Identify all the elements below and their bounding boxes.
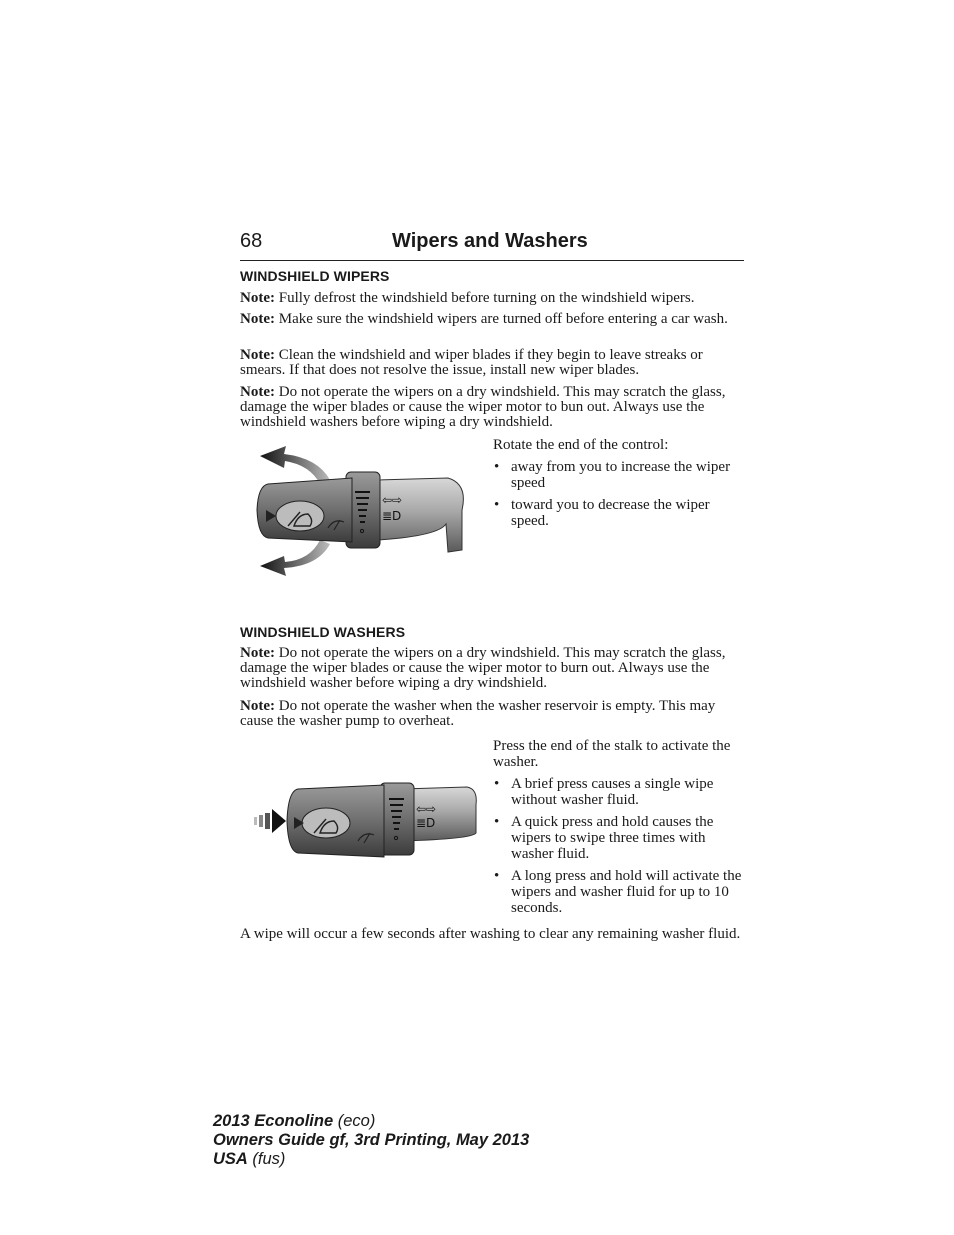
wiper-stalk-rotate-illustration	[248, 440, 474, 580]
wiper-stalk-press-illustration	[252, 775, 480, 867]
rotate-away-arrow-icon	[260, 446, 330, 484]
list-item: • A long press and hold will activate the wipers and washer fluid for up to 10 seconds.	[494, 868, 742, 916]
wipers-heading: WINDSHIELD WIPERS	[240, 268, 390, 284]
washers-closing: A wipe will occur a few seconds after washing to clear any remaining washer fluid.	[240, 926, 741, 942]
list-item: • away from you to increase the wiper speed	[494, 459, 731, 491]
list-item: • A brief press causes a single wipe without washer fluid.	[494, 776, 714, 808]
washers-note-2: Note: Do not operate the washer when the washer reservoir is empty. This may cause the washer pump to overheat.	[240, 698, 716, 729]
page-header	[240, 228, 744, 261]
wipers-note-3: Note: Clean the windshield and wiper blades if they begin to leave streaks or smears. If that does not resolve the issue, install new wiper blades.	[240, 347, 703, 378]
washers-bullet-list	[493, 776, 749, 916]
footer-line-1: 2013 Econoline (eco)	[213, 1112, 376, 1130]
footer-line-2: Owners Guide gf, 3rd Printing, May 2013	[213, 1131, 530, 1149]
svg-text:⇦⇨: ⇦⇨	[416, 802, 437, 816]
list-item: • toward you to decrease the wiper speed.	[494, 497, 710, 529]
press-arrow-icon	[254, 809, 286, 833]
wipers-note-4: Note: Do not operate the wipers on a dry windshield. This may scratch the glass, damage the wiper blades or cause the wiper motor to bun out. Always use the windshield washers before wiping a dry windshield.	[240, 384, 726, 430]
chapter-title: Wipers and Washers	[392, 230, 588, 252]
washers-note-1: Note: Do not operate the wipers on a dry windshield. This may scratch the glass, damage the wiper blades or cause the wiper motor to burn out. Always use the windshield washer before wiping a dry windshield.	[240, 645, 726, 691]
washers-heading: WINDSHIELD WASHERS	[240, 624, 406, 640]
footer-line-3: USA (fus)	[213, 1150, 286, 1168]
wipers-note-2: Note: Make sure the windshield wipers are turned off before entering a car wash.	[240, 311, 728, 327]
page-footer	[213, 1112, 529, 1169]
svg-text:⇦⇨: ⇦⇨	[382, 493, 403, 507]
wipers-intro: Rotate the end of the control:	[493, 437, 669, 453]
wipers-bullet-list	[493, 459, 749, 529]
list-item: • A quick press and hold causes the wipers to swipe three times with washer fluid.	[494, 814, 714, 862]
page-number: 68	[240, 230, 263, 252]
svg-text:≣D: ≣D	[416, 816, 436, 830]
wipers-note-1: Note: Fully defrost the windshield before turning on the windshield wipers.	[240, 290, 695, 306]
washers-intro: Press the end of the stalk to activate the washer.	[493, 738, 731, 770]
rotate-toward-arrow-icon	[260, 540, 330, 576]
svg-text:≣D: ≣D	[382, 509, 402, 523]
